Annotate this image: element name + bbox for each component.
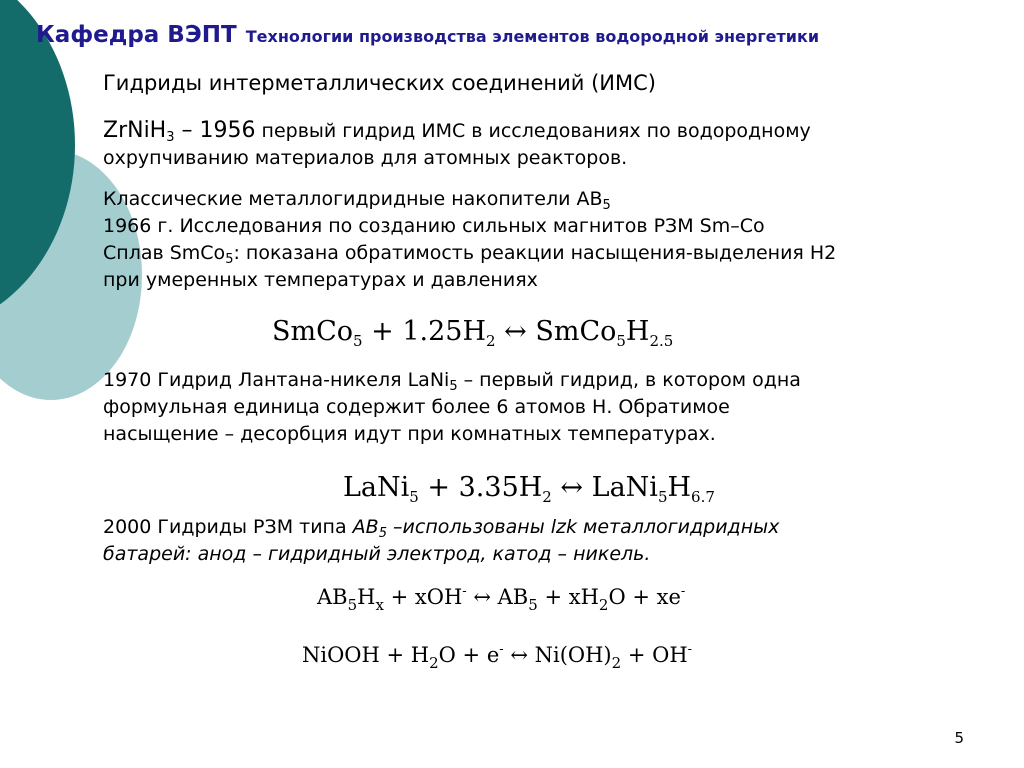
paragraph-ab5: Классические металлогидридные накопители $АВ_5$ 1966 г. Исследования по созданию сильных магнитов РЗМ Sm–Co Сплав SmCo$_5$: показана обратимость реакции насыщения-выделения H2 при умеренных температурах и давлениях <box>103 188 837 291</box>
page-number: 5 <box>954 729 964 747</box>
paragraph-batteries: 2000 Гидриды РЗМ типа $AB_5$ –использованы lzk металлогидридных батарей: анод – гидридный электрод, катод – никель. <box>103 516 780 565</box>
department-name: Кафедра ВЭПТ <box>36 22 237 48</box>
equation-anode: $AB_5H_x + xOH^-$ ↔ $AB_5 + xH_2O + xe^-$ <box>317 584 686 614</box>
equation-cathode: NiOOH + $H_2O + e^-$ ↔ $Ni(OH)_2 + OH^-$ <box>302 642 693 672</box>
paragraph-lani5: 1970 Гидрид Лантана-никеля LaNi$_5$ – первый гидрид, в котором одна формульная единица содержит более 6 атомов Н. Обратимое насыщение – десорбция идут при комнатных температурах. <box>103 369 801 445</box>
slide-title: Гидриды интерметаллических соединений (ИМС) <box>103 71 656 95</box>
slide-header <box>36 22 819 48</box>
course-subtitle: Технологии производства элементов водородной энергетики <box>245 27 820 46</box>
equation-smco5: SmCo$_5$ + $1.25H_2$ ↔ $SmCo_5H_{2.5}$ <box>272 316 674 350</box>
equation-lani5: LaNi$_5$ + $3.35H_2$ ↔ $LaNi_5H_{6.7}$ <box>343 472 715 506</box>
paragraph-zrnih3: ZrNiH$_3$ – 1956 первый гидрид ИМС в исследованиях по водородному охрупчиванию материалов для атомных реакторов. <box>103 118 811 169</box>
